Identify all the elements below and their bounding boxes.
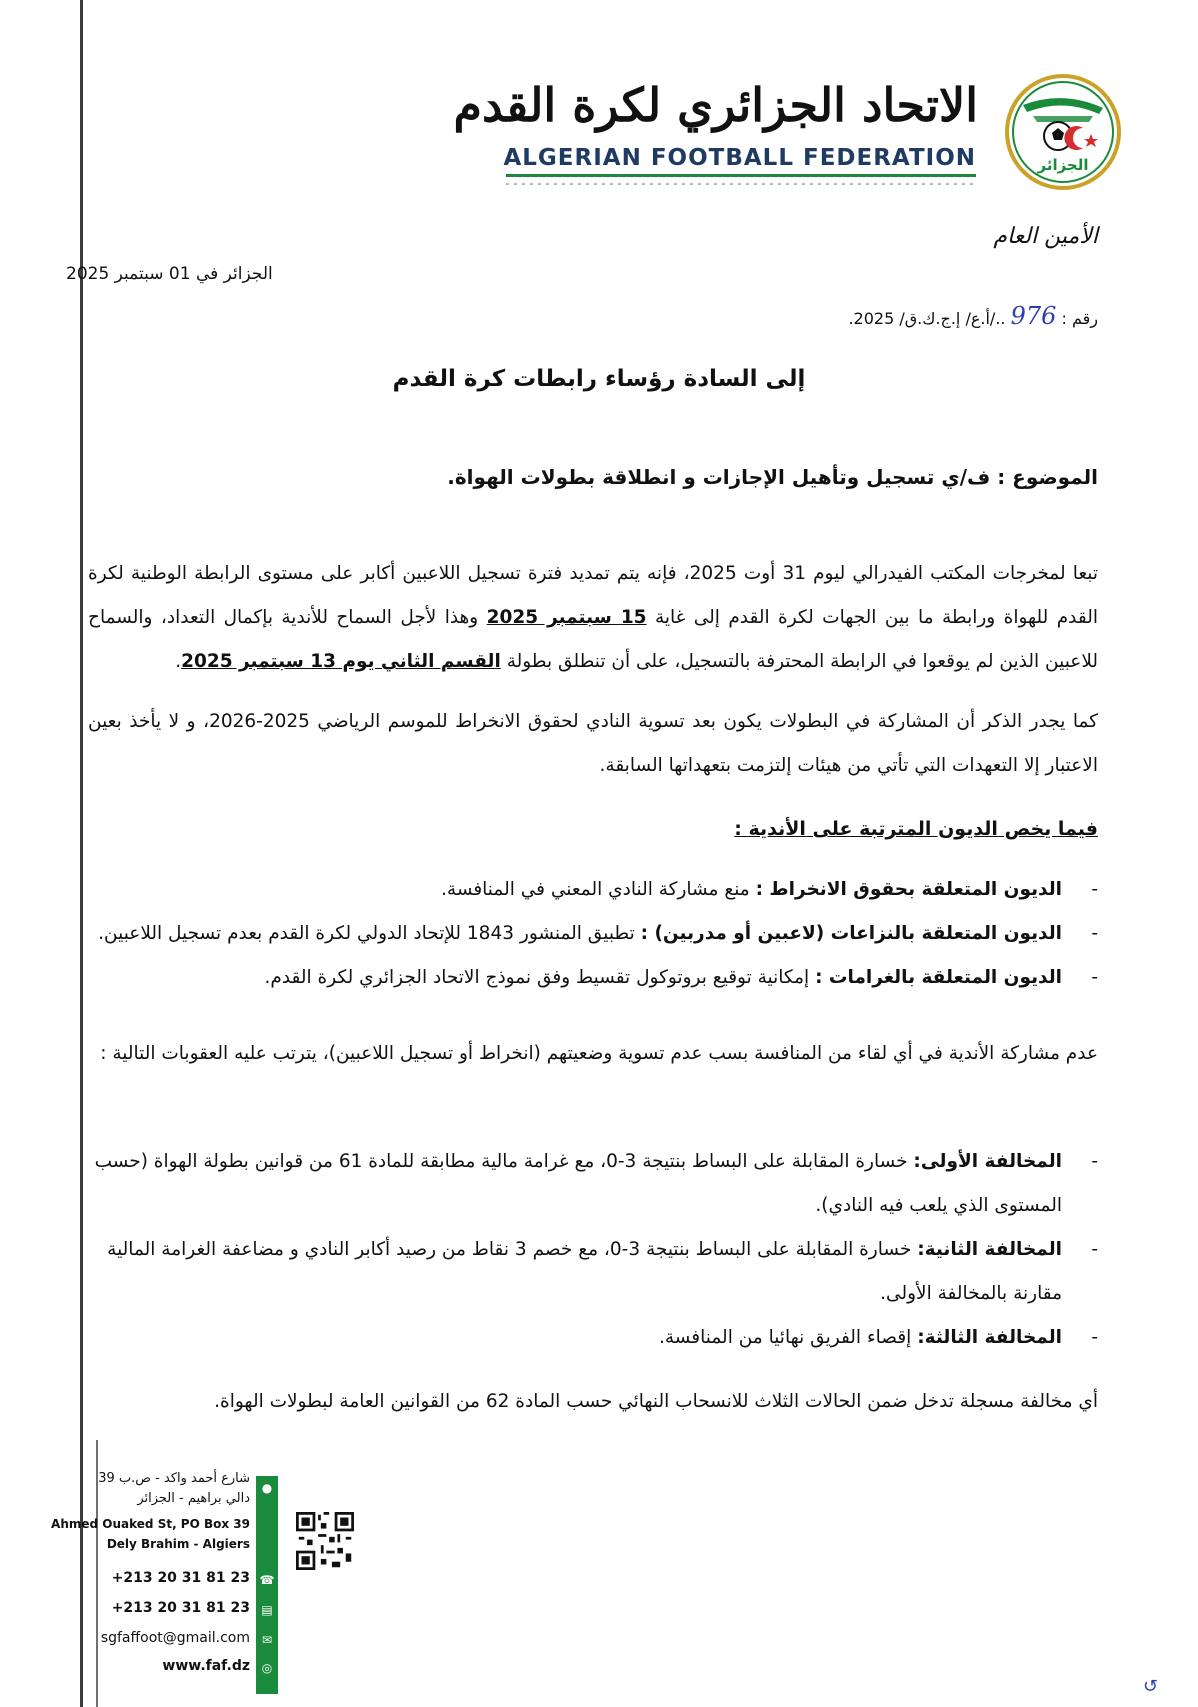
header-dotted-rule	[506, 183, 976, 185]
list-item: - الديون المتعلقة بحقوق الانخراط : منع مشاركة النادي المعني في المنافسة.	[441, 879, 1098, 900]
list-item: - الديون المتعلقة بالنزاعات (لاعبين أو مدربين) : تطبيق المنشور 1843 للإتحاد الدولي لكرة القدم بعدم تسجيل اللاعبين.	[98, 923, 1098, 944]
federation-name-english: ALGERIAN FOOTBALL FEDERATION	[503, 145, 976, 171]
mail-icon: ✉	[261, 1633, 273, 1647]
p1-text-a: تبعا لمخرجات المكتب الفيدرالي ليوم 31 أوت 2025، فإنه يتم تمديد فترة تسجيل اللاعبين أكابر على مستوى الرابطة الوطنية لكرة القدم للهواة ورابطة ما بين الجهات لكرة القدم إلى غاية	[88, 563, 1098, 628]
violations-list	[88, 1140, 1098, 1360]
section-title-debts: فيما يخص الديون المترتبة على الأندية :	[734, 818, 1098, 840]
address-english-line-1: Ahmed Ouaked St, PO Box 39	[51, 1517, 250, 1531]
letter-date: الجزائر في 01 سبتمبر 2025	[66, 264, 273, 284]
league-start-date: القسم الثاني يوم 13 سبتمبر 2025	[181, 651, 501, 672]
secretary-general-title: الأمين العام	[993, 224, 1098, 249]
deadline-date: 15 سبتمبر 2025	[486, 607, 647, 628]
location-icon: ●	[261, 1481, 273, 1495]
list-item: - المخالفة الأولى: خسارة المقابلة على البساط بنتيجة 3-0، مع غرامة مالية مطابقة للمادة 61 من قوانين بطولة الهواة (حسب المستوى الذي يلعب فيه النادي).	[94, 1151, 1098, 1216]
addressee: إلى السادة رؤساء رابطات كرة القدم	[392, 366, 806, 392]
globe-icon: ◎	[261, 1661, 273, 1675]
logo-wordmark: الجزائر	[1037, 156, 1089, 174]
fax-icon: ▤	[261, 1603, 273, 1617]
fax-number: +213 20 31 81 23	[111, 1600, 250, 1616]
website: www.faf.dz	[162, 1658, 250, 1674]
address-arabic-line-1: شارع أحمد واكد - ص.ب 39	[98, 1471, 250, 1486]
reference-prefix: رقم :	[1061, 309, 1098, 328]
paragraph-membership-fees: كما يجدر الذكر أن المشاركة في البطولات يكون بعد تسوية النادي لحقوق الانخراط للموسم الرياضي 2025-2026، و لا يأخذ بعين الاعتبار إلا التعهدات التي تأتي من هيئات إلتزمت بتعهداتها السابقة.	[88, 711, 1098, 776]
email-address: sgfaffoot@gmail.com	[100, 1630, 250, 1646]
corner-pen-mark: ↺	[1142, 1676, 1158, 1697]
paragraph-penalties-intro: عدم مشاركة الأندية في أي لقاء من المنافسة بسب عدم تسوية وضعيتهم (انخراط أو تسجيل اللاعبين)، يترتب عليه العقوبات التالية :	[100, 1043, 1098, 1064]
reference-suffix: ../أ.ع/ إ.ج.ك.ق/ 2025.	[848, 309, 1006, 328]
scan-binder-line	[80, 0, 83, 1707]
debts-list	[88, 868, 1098, 1000]
reference-handwritten-number: 976	[1010, 302, 1057, 330]
address-english-line-2: Dely Brahim - Algiers	[106, 1537, 250, 1551]
paragraph-registration-extension	[88, 552, 1098, 684]
list-item: - الديون المتعلقة بالغرامات : إمكانية توقيع بروتوكول تقسيط وفق نموذج الاتحاد الجزائري لكرة القدم.	[264, 967, 1098, 988]
p1-text-c: .	[175, 651, 182, 672]
subject-line: الموضوع : ف/ي تسجيل وتأهيل الإجازات و انطلاقة بطولات الهواة.	[447, 465, 1098, 489]
header-green-rule	[506, 174, 976, 177]
reference-number	[848, 302, 1098, 330]
qr-code	[296, 1512, 354, 1570]
list-item: - المخالفة الثالثة: إقصاء الفريق نهائيا من المنافسة.	[659, 1327, 1098, 1348]
phone-number: +213 20 31 81 23	[111, 1570, 250, 1586]
address-arabic-line-2: دالي براهيم - الجزائر	[137, 1491, 250, 1506]
federation-name-arabic: الاتحاد الجزائري لكرة القدم	[453, 78, 978, 132]
list-item: - المخالفة الثانية: خسارة المقابلة على البساط بنتيجة 3-0، مع خصم 3 نقاط من رصيد أكابر النادي و مضاعفة الغرامة المالية مقارنة بالمخالفة الأولى.	[107, 1239, 1098, 1304]
paragraph-final-withdrawal: أي مخالفة مسجلة تدخل ضمن الحالات الثلاث للانسحاب النهائي حسب المادة 62 من القوانين العامة لبطولات الهواة.	[214, 1391, 1098, 1412]
faf-logo	[1003, 70, 1123, 200]
p1-text-b: وهذا لأجل السماح للأندية بإكمال التعداد، والسماح للاعبين الذين لم يوقعوا في الرابطة المحترفة بالتسجيل، على أن تنطلق بطولة	[88, 607, 1098, 672]
phone-icon: ☎	[259, 1573, 275, 1587]
